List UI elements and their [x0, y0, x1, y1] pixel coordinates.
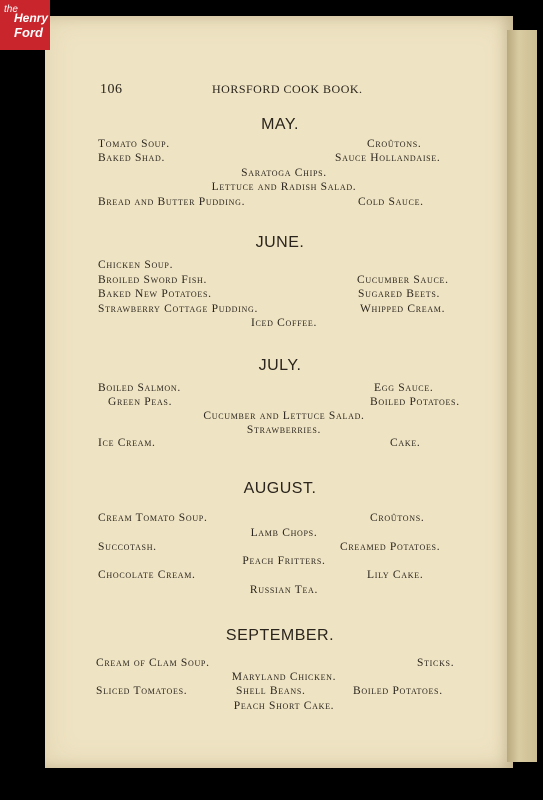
menu-item: Whipped Cream. [360, 303, 446, 315]
running-title: HORSFORD COOK BOOK. [212, 82, 363, 96]
menu-item: Peach Short Cake. [233, 700, 335, 712]
menu-item: Chocolate Cream. [98, 569, 196, 581]
menu-item: Cream of Clam Soup. [96, 657, 210, 669]
menu-item: Cucumber Sauce. [357, 274, 449, 286]
menu-item: Cucumber and Lettuce Salad. [203, 410, 365, 422]
menu-heading-september: SEPTEMBER. [225, 627, 335, 644]
menu-item: Ice Cream. [98, 437, 156, 449]
menu-heading-july: JULY. [258, 357, 302, 374]
menu-item: Croûtons. [370, 512, 425, 524]
logo-text-henry: Henry [14, 11, 49, 25]
menu-item: Cold Sauce. [358, 196, 424, 208]
menu-item: Lettuce and Radish Salad. [211, 181, 357, 193]
menu-item: Green Peas. [108, 396, 173, 408]
page-number: 106 [100, 82, 123, 97]
menu-item: Peach Fritters. [242, 555, 326, 567]
logo-text-ford: Ford [14, 25, 43, 40]
menu-item: Egg Sauce. [374, 382, 434, 394]
menu-item: Chicken Soup. [98, 259, 174, 271]
menu-item: Sliced Tomatoes. [96, 685, 188, 697]
menu-item: Baked New Potatoes. [98, 288, 212, 300]
menu-item: Sauce Hollandaise. [335, 152, 441, 164]
menu-item: Succotash. [98, 541, 157, 553]
menu-item: Iced Coffee. [250, 317, 318, 329]
menu-item: Cream Tomato Soup. [98, 512, 208, 524]
menu-item: Sugared Beets. [358, 288, 441, 300]
menu-item: Lily Cake. [367, 569, 424, 581]
menu-item: Croûtons. [367, 138, 422, 150]
menu-item: Creamed Potatoes. [340, 541, 441, 553]
menu-item: Russian Tea. [249, 584, 319, 596]
menu-heading-may: MAY. [261, 116, 299, 133]
menu-item: Broiled Sword Fish. [98, 274, 208, 286]
menu-item: Baked Shad. [98, 152, 166, 164]
menu-item: Saratoga Chips. [241, 167, 327, 179]
menu-item: Shell Beans. [236, 685, 306, 697]
menu-item: Lamb Chops. [250, 527, 318, 539]
menu-item: Sticks. [417, 657, 455, 669]
logo-text-the: the [4, 4, 18, 15]
menu-item: Maryland Chicken. [231, 671, 337, 683]
menu-heading-august: AUGUST. [243, 480, 317, 497]
menu-item: Boiled Potatoes. [353, 685, 443, 697]
menu-item: Cake. [390, 437, 421, 449]
menu-heading-june: JUNE. [255, 234, 305, 251]
menu-item: Strawberries. [246, 424, 322, 436]
menu-item: Strawberry Cottage Pudding. [98, 303, 259, 315]
menu-item: Bread and Butter Pudding. [98, 196, 246, 208]
menu-item: Boiled Salmon. [98, 382, 181, 394]
menu-item: Boiled Potatoes. [370, 396, 460, 408]
henry-ford-logo [0, 0, 50, 50]
page-edge [507, 30, 537, 762]
menu-item: Tomato Soup. [98, 138, 170, 150]
